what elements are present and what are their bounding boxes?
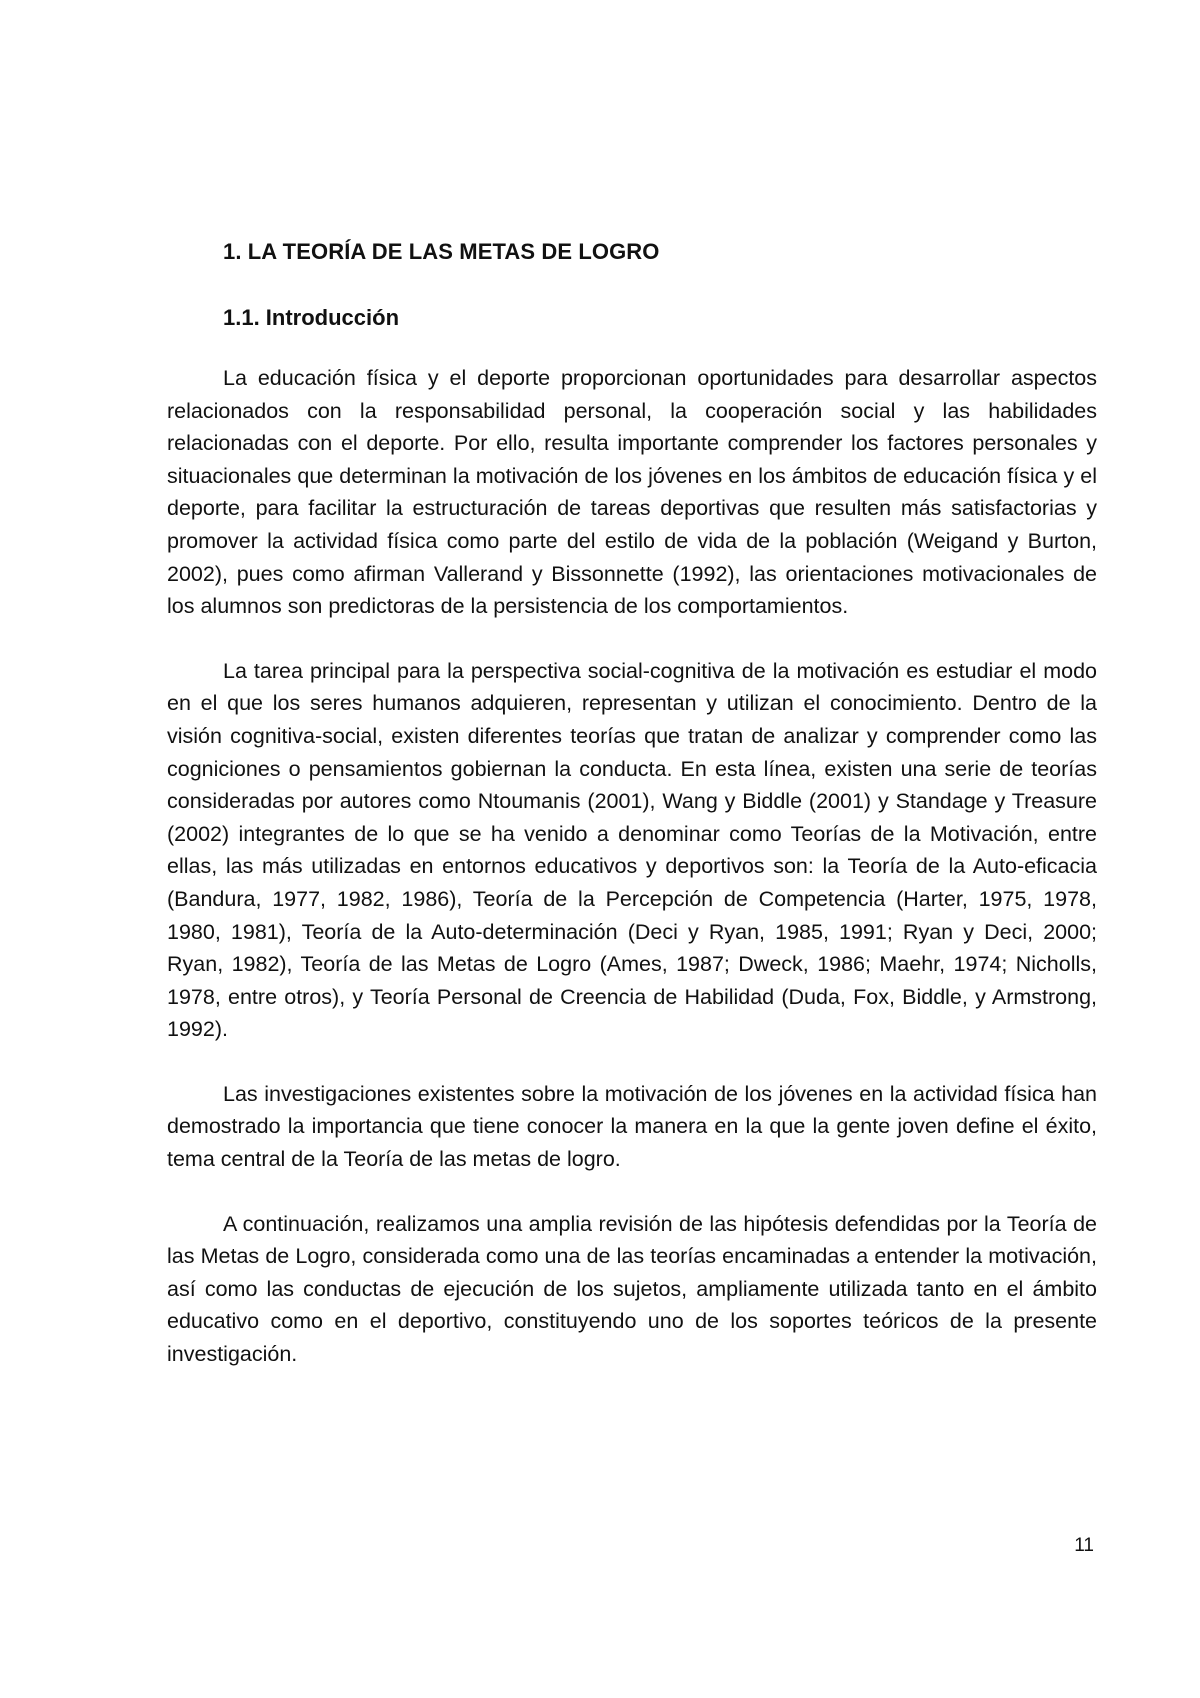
paragraph-3: Las investigaciones existentes sobre la motivación de los jóvenes en la actividad física han demostrado la importancia que tiene conocer la manera en la que la gente joven define el éxito, tema central de la Teoría de las metas de logro. (167, 1081, 1097, 1172)
chapter-title: 1. LA TEORÍA DE LAS METAS DE LOGRO (223, 239, 660, 264)
section-title: 1.1. Introducción (223, 305, 400, 330)
paragraph-2: La tarea principal para la perspectiva social-cognitiva de la motivación es estudiar el modo en el que los seres humanos adquieren, representan y utilizan el conocimiento. Dentro de la visión cognitiva-social, existen diferentes teorías que tratan de analizar y comprender como las cogniciones o pensamientos gobiernan la conducta. En esta línea, existen una serie de teorías consideradas por autores como Ntoumanis (2001), Wang y Biddle (2001) y Standage y Treasure (2002) integrantes de lo que se ha venido a denominar como Teorías de la Motivación, entre ellas, las más utilizadas en entornos educativos y deportivos son: la Teoría de la Auto-eficacia (Bandura, 1977, 1982, 1986), Teoría de la Percepción de Competencia (Harter, 1975, 1978, 1980, 1981), Teoría de la Auto-determinación (Deci y Ryan, 1985, 1991; Ryan y Deci, 2000; Ryan, 1982), Teoría de las Metas de Logro (Ames, 1987; Dweck, 1986; Maehr, 1974; Nicholls, 1978, entre otros), y Teoría Personal de Creencia de Habilidad (Duda, Fox, Biddle, y Armstrong, 1992). (167, 658, 1097, 1042)
paragraph-1: La educación física y el deporte proporcionan oportunidades para desarrollar aspectos relacionados con la responsabilidad personal, la cooperación social y las habilidades relacionadas con el deporte. Por ello, resulta importante comprender los factores personales y situacionales que determinan la motivación de los jóvenes en los ámbitos de educación física y el deporte, para facilitar la estructuración de tareas deportivas que resulten más satisfactorias y promover la actividad física como parte del estilo de vida de la población (Weigand y Burton, 2002), pues como afirman Vallerand y Bissonnette (1992), las orientaciones motivacionales de los alumnos son predictoras de la persistencia de los comportamientos. (167, 366, 1097, 619)
paragraph-4: A continuación, realizamos una amplia revisión de las hipótesis defendidas por la Teoría de las Metas de Logro, considerada como una de las teorías encaminadas a entender la motivación, así como las conductas de ejecución de los sujetos, ampliamente utilizada tanto en el ámbito educativo como en el deportivo, constituyendo uno de los soportes teóricos de la presente investigación. (167, 1211, 1097, 1367)
page-content (167, 238, 1097, 1403)
page-number: 11 (1074, 1535, 1094, 1556)
